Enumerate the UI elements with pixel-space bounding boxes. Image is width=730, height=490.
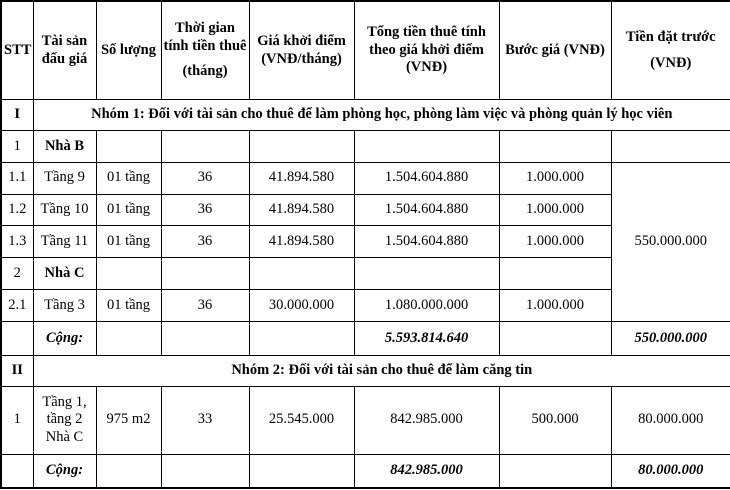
header-deposit [611,1,730,100]
row-nha-c-total [354,258,499,290]
row-nha-b-deposit [611,130,730,162]
row-2-1-asset: Tầng 3 [33,290,96,322]
row-2-1-step: 1.000.000 [499,290,611,322]
row-1-3-months: 36 [161,226,249,258]
group1-sum-qty [96,322,161,356]
row-g2-1-asset: Tầng 1, tầng 2 Nhà C [33,386,96,454]
row-1-2-price: 41.894.580 [249,194,354,226]
row-nha-b-total [354,130,499,162]
group1-title: Nhóm 1: Đối với tài sản cho thuê để làm phòng học, phòng làm việc và phòng quản lý học viên [33,100,730,131]
row-nha-c-price [249,258,354,290]
row-nha-b-asset: Nhà B [33,130,96,162]
row-2-1-price: 30.000.000 [249,290,354,322]
group1-sum-label: Cộng: [33,322,96,356]
row-g2-1-price: 25.545.000 [249,386,354,454]
row-g2-1-step: 500.000 [499,386,611,454]
group2-sum-stt [1,454,33,488]
row-1-3-step: 1.000.000 [499,226,611,258]
row-g2-1-stt: 1 [1,386,33,454]
row-nha-c-stt: 2 [1,258,33,290]
group2-sum-step [499,454,611,488]
group2-sum-total: 842.985.000 [354,454,499,488]
row-g2-1-qty: 975 m2 [96,386,161,454]
row-nha-c-qty [96,258,161,290]
group1-sum-deposit: 550.000.000 [611,322,730,356]
group2-sum-row [1,454,730,488]
row-1-3-stt: 1.3 [1,226,33,258]
row-g2-1-total: 842.985.000 [354,386,499,454]
header-deposit-main: Tiền đặt trước [625,28,716,45]
table-row-g2-1 [1,386,730,454]
header-months-main: Thời gian tính tiền thuê [163,20,247,54]
row-nha-b-months [161,130,249,162]
header-total: Tổng tiền thuê tính theo giá khởi điểm (VNĐ) [354,1,499,100]
row-2-1-qty: 01 tầng [96,290,161,322]
row-1-1-qty: 01 tầng [96,162,161,194]
table-row-1-1 [1,162,730,194]
row-1-1-total: 1.504.604.880 [354,162,499,194]
group2-title: Nhóm 2: Đối với tài sản cho thuê để làm căng tin [33,355,730,386]
row-nha-c-months [161,258,249,290]
group1-stt: I [1,100,33,131]
group2-sum-price [249,454,354,488]
row-1-3-qty: 01 tầng [96,226,161,258]
row-nha-b-qty [96,130,161,162]
row-1-2-asset: Tầng 10 [33,194,96,226]
row-nha-b-step [499,130,611,162]
row-1-2-months: 36 [161,194,249,226]
group1-sum-stt [1,322,33,356]
group1-sum-months [161,322,249,356]
row-1-3-asset: Tầng 11 [33,226,96,258]
row-nha-c-asset: Nhà C [33,258,96,290]
group1-title-row [1,100,730,131]
table-header-row [1,1,730,100]
group2-title-row [1,355,730,386]
group2-sum-label: Cộng: [33,454,96,488]
table-row-nha-b [1,130,730,162]
group1-sum-step [499,322,611,356]
header-months [161,1,249,100]
row-nha-c-step [499,258,611,290]
header-months-sub: (tháng) [182,63,228,80]
row-g2-1-months: 33 [161,386,249,454]
row-1-2-step: 1.000.000 [499,194,611,226]
row-1-1-months: 36 [161,162,249,194]
row-nha-b-stt: 1 [1,130,33,162]
header-asset: Tài sản đấu giá [33,1,96,100]
group2-sum-qty [96,454,161,488]
row-1-3-total: 1.504.604.880 [354,226,499,258]
row-1-2-qty: 01 tầng [96,194,161,226]
header-qty: Số lượng [96,1,161,100]
row-nha-b-price [249,130,354,162]
group1-sum-price [249,322,354,356]
group1-deposit-merged-cell: 550.000.000 [611,162,730,321]
row-1-1-stt: 1.1 [1,162,33,194]
header-stt: STT [1,1,33,100]
row-1-1-step: 1.000.000 [499,162,611,194]
row-1-1-asset: Tầng 9 [33,162,96,194]
row-2-1-stt: 2.1 [1,290,33,322]
group2-sum-months [161,454,249,488]
row-1-2-stt: 1.2 [1,194,33,226]
header-deposit-sub: (VNĐ) [650,54,692,71]
row-g2-1-deposit: 80.000.000 [611,386,730,454]
header-price: Giá khởi điểm (VNĐ/tháng) [249,1,354,100]
group2-sum-deposit: 80.000.000 [611,454,730,488]
group1-sum-total: 5.593.814.640 [354,322,499,356]
row-1-1-price: 41.894.580 [249,162,354,194]
group2-stt: II [1,355,33,386]
group1-sum-row [1,322,730,356]
row-2-1-total: 1.080.000.000 [354,290,499,322]
header-step: Bước giá (VNĐ) [499,1,611,100]
row-1-3-price: 41.894.580 [249,226,354,258]
row-1-2-total: 1.504.604.880 [354,194,499,226]
row-2-1-months: 36 [161,290,249,322]
